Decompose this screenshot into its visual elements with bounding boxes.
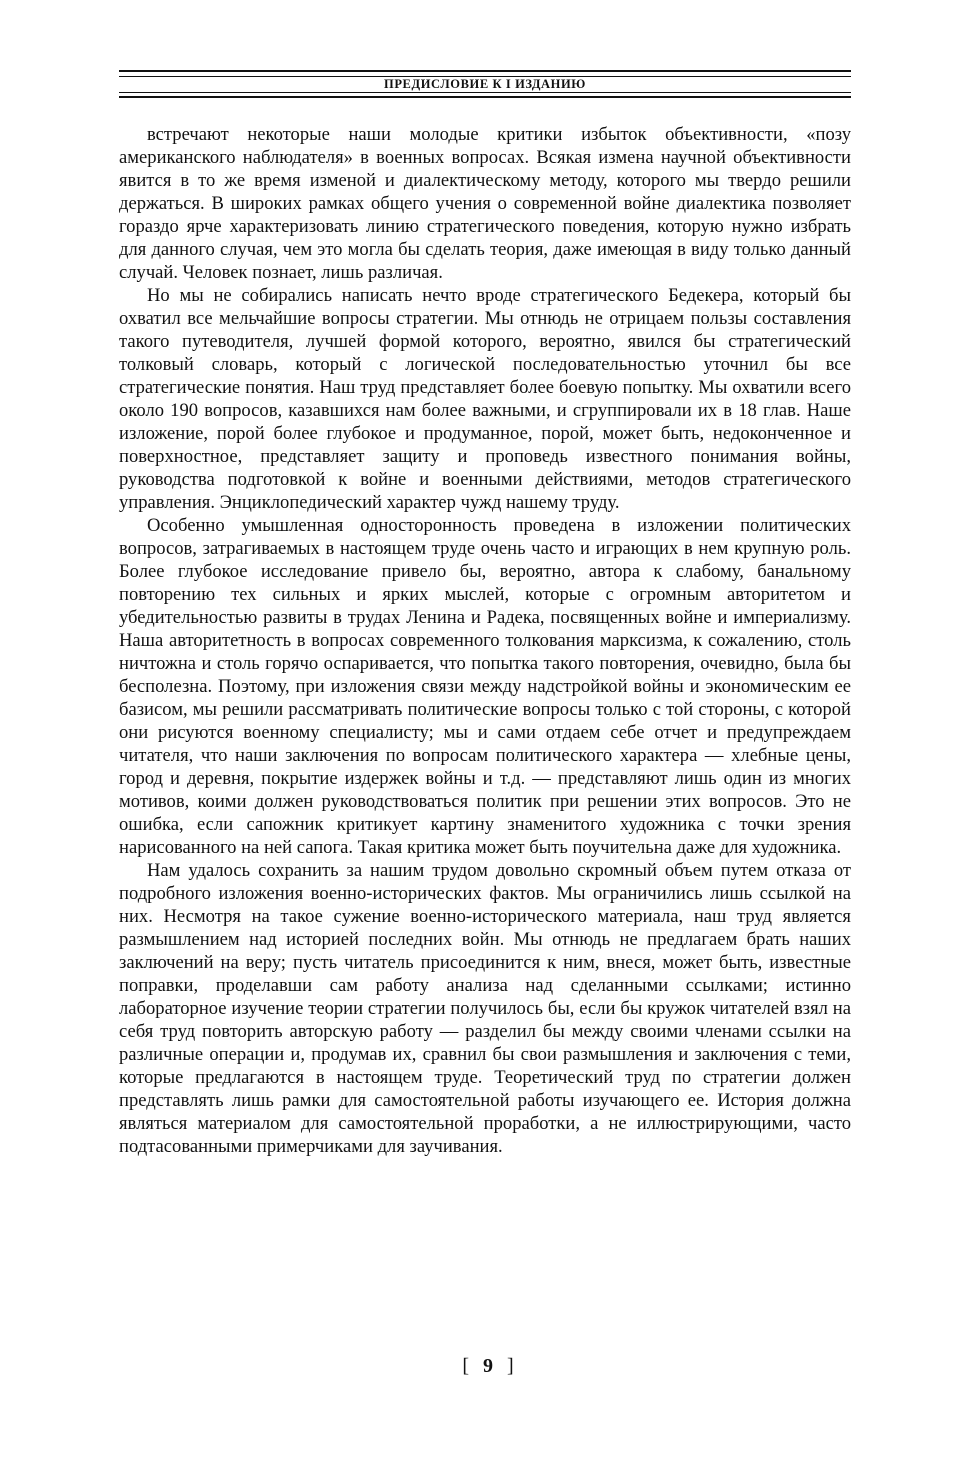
page-number-footer bbox=[0, 1354, 976, 1378]
body-text bbox=[119, 123, 851, 1158]
paragraph-continuation: встречают некоторые наши молодые критики избыток объективности, «позу американского наблюдателя» в военных вопросах. Всякая измена научной объективности явится в то же время изменой и диалектическому методу, которого мы твердо решили держаться. В широких рамках общего учения о современной войне диалектика позволяет гораздо ярче характеризовать линию стратегического поведения, которую нужно избрать для данного случая, чем это могла бы сделать теория, даже имеющая в виду только данный случай. Человек познает, лишь различая. bbox=[119, 124, 851, 283]
header-rule-top bbox=[119, 70, 851, 77]
page-number: 9 bbox=[483, 1355, 493, 1377]
paragraph: Особенно умышленная односторонность проведена в изложении политических вопросов, затрагиваемых в настоящем труде очень часто и играющих в нем крупную роль. Более глубокое исследование привело бы, вероятно, автора к слабому, банальному повторению тех сильных и ярких мыслей, которые с огромным авторитетом и убедительностью развиты в трудах Ленина и Радека, посвященных войне и империализму. Наша авторитетность в вопросах современного толкования марксизма, к сожалению, столь ничтожна и столь горячо оспаривается, что попытка такого повторения, очевидно, была бы бесполезна. Поэтому, при изложения связи между надстройкой войны и экономическим ее базисом, мы решили рассматривать политические вопросы только с той стороны, с которой они рисуются военному специалисту; мы и сами отдаем себе отчет и предупреждаем читателя, что наши заключения по вопросам политического характера — хлебные цены, город и деревня, покрытие издержек войны и т.д. — представляют лишь один из многих мотивов, коими должен руководствоваться политик при решении этих вопросов. Это не ошибка, если сапожник критикует картину знаменитого художника с точки зрения нарисованного на ней сапога. Такая критика может быть поучительна даже для художника. bbox=[119, 515, 851, 858]
bracket-open: [ bbox=[462, 1355, 469, 1377]
bracket-close: ] bbox=[507, 1355, 514, 1377]
paragraph: Нам удалось сохранить за нашим трудом довольно скромный объем путем отказа от подробного изложения военно-исторических фактов. Мы ограничились лишь ссылкой на них. Несмотря на такое сужение военно-исторического материала, наш труд является размышлением над историей последних войн. Мы отнюдь не предлагаем брать наших заключений на веру; пусть читатель присоединится к ним, внеся, может быть, известные поправки, проделавши сам работу анализа над сделанными ссылками; истинно лабораторное изучение теории стратегии получилось бы, если бы кружок читателей взял на себя труд повторить авторскую работу — разделил бы между своими членами ссылки на различные операции и, продумав их, сравнил бы свои размышления и заключения с теми, которые предлагаются в настоящем труде. Теоретический труд по стратегии должен представлять лишь рамки для самостоятельной работы изучающего ее. История должна являться материалом для самостоятельной проработки, а не иллюстрирующими, часто подтасованными примерчиками для заучивания. bbox=[119, 860, 851, 1157]
header-rule-bottom bbox=[119, 92, 851, 98]
running-head: ПРЕДИСЛОВИЕ К I ИЗДАНИЮ bbox=[384, 77, 586, 91]
paragraph: Но мы не собирались написать нечто вроде стратегического Бедекера, который бы охватил все мельчайшие вопросы стратегии. Мы отнюдь не отрицаем пользы составления такого путеводителя, лучшей формой которого, вероятно, явился бы стратегический толковый словарь, который с логической последовательностью уточнил бы все стратегические понятия. Наш труд представляет более боевую попытку. Мы охватили всего около 190 вопросов, казавшихся нам более важными, и сгруппировали их в 18 глав. Наше изложение, порой более глубокое и продуманное, порой, может быть, недоконченное и поверхностное, представляет защиту и проповедь известного понимания войны, руководства подготовкой к войне и военными действиями, методов стратегического управления. Энциклопедический характер чужд нашему труду. bbox=[119, 285, 851, 513]
